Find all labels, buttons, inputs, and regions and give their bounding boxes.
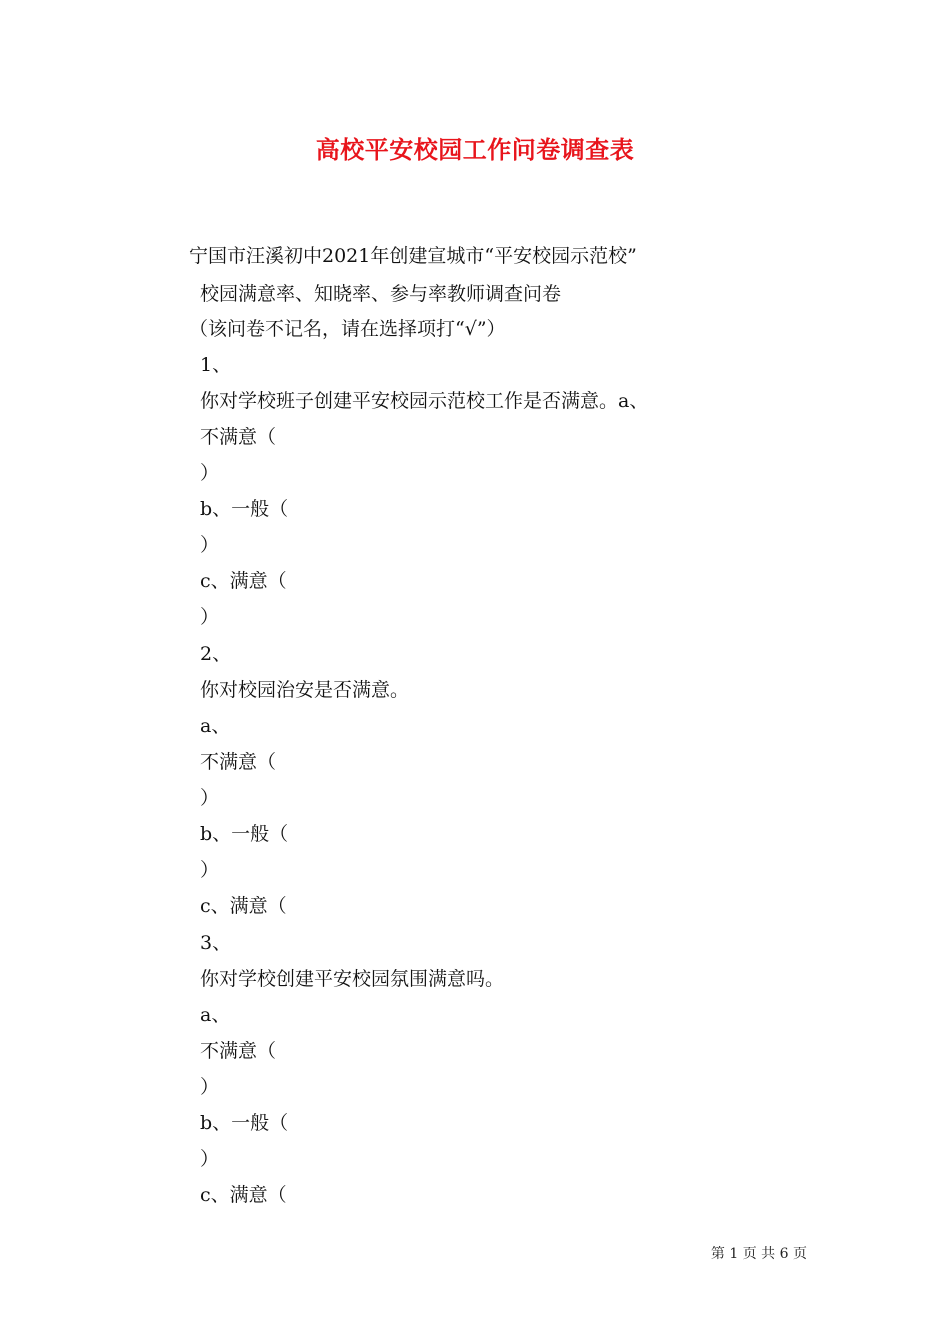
question-3-text: 你对学校创建平安校园氛围满意吗。 (200, 968, 505, 990)
question-1-option-b: b、一般（ (200, 498, 289, 520)
line-instruction: （该问卷不记名，请在选择项打“√”） (189, 318, 506, 340)
question-2-option-b-close: ） (200, 859, 220, 881)
question-3-option-b-close: ） (200, 1148, 220, 1170)
question-1-option-a-close: ） (200, 462, 220, 484)
line-survey-subtitle: 校园满意率、知晓率、参与率教师调查问卷 (200, 283, 562, 305)
line-school-name: 宁国市汪溪初中2021年创建宣城市“平安校园示范校” (189, 245, 637, 267)
question-1-option-b-close: ） (200, 534, 220, 556)
question-2-text: 你对校园治安是否满意。 (200, 679, 410, 701)
document-title: 高校平安校园工作问卷调查表 (315, 135, 635, 164)
question-2-number: 2、 (200, 643, 232, 665)
question-3-option-a: 不满意（ (200, 1040, 277, 1062)
question-1-number: 1、 (200, 354, 232, 376)
question-3-option-c: c、满意（ (200, 1184, 287, 1206)
question-2-option-a-label: a、 (200, 715, 231, 737)
question-1-option-a: 不满意（ (200, 426, 277, 448)
question-2-option-a-close: ） (200, 787, 220, 809)
question-1-option-c: c、满意（ (200, 570, 287, 592)
question-1-text: 你对学校班子创建平安校园示范校工作是否满意。a、 (200, 390, 649, 412)
question-2-option-c: c、满意（ (200, 895, 287, 917)
question-3-option-a-close: ） (200, 1076, 220, 1098)
question-2-option-a: 不满意（ (200, 751, 277, 773)
question-3-option-b: b、一般（ (200, 1112, 289, 1134)
page-number-footer: 第 1 页 共 6 页 (710, 1246, 807, 1262)
question-3-option-a-label: a、 (200, 1004, 231, 1026)
question-3-number: 3、 (200, 932, 232, 954)
question-2-option-b: b、一般（ (200, 823, 289, 845)
question-1-option-c-close: ） (200, 606, 220, 628)
